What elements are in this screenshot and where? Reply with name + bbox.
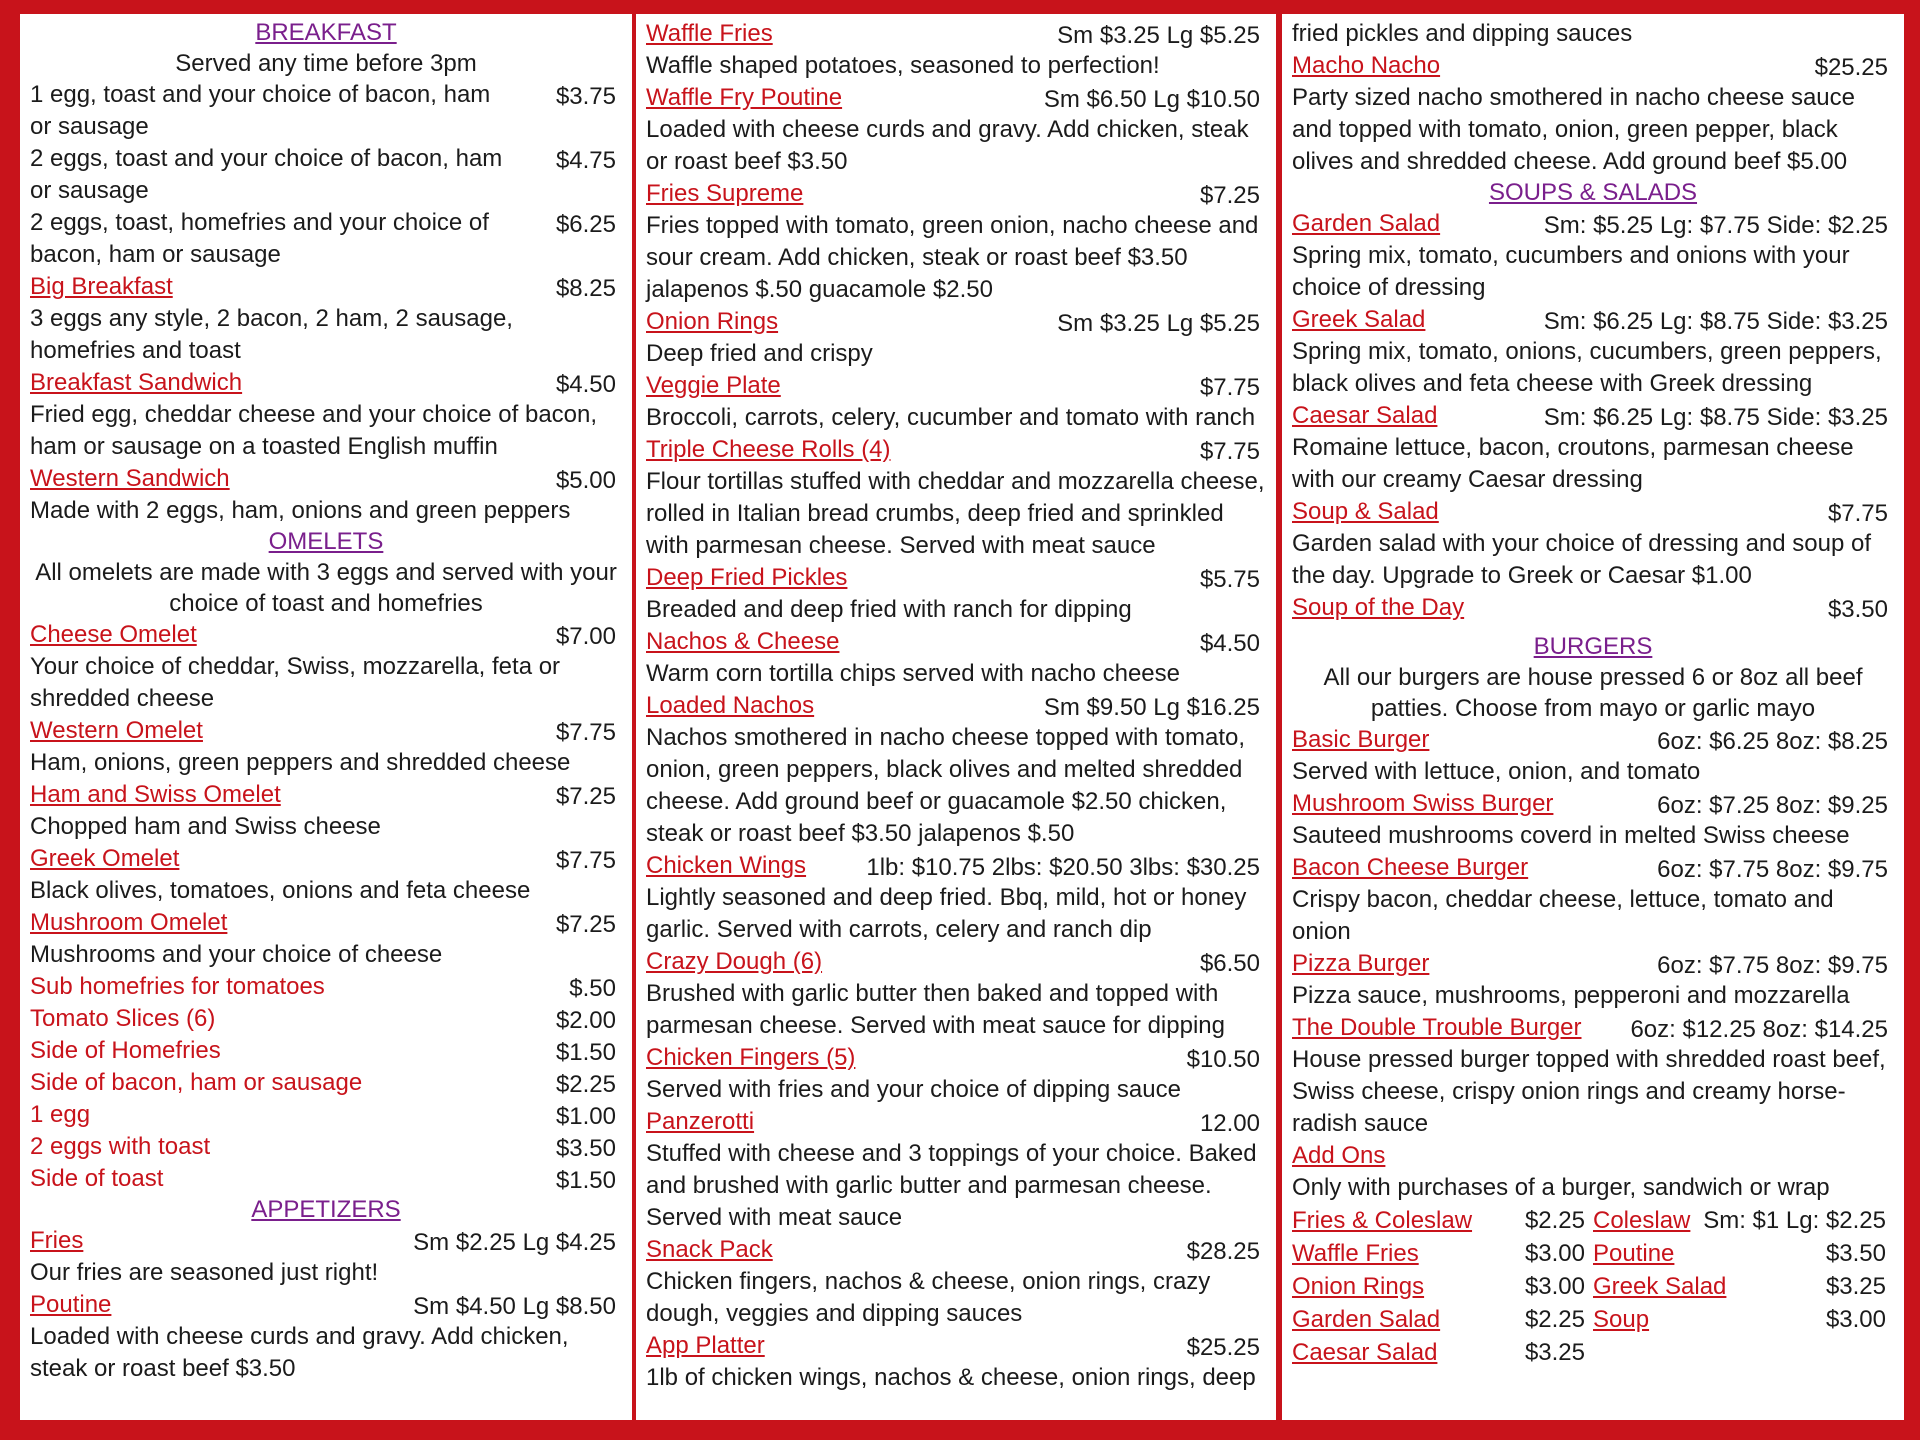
item-name: Fries Supreme bbox=[646, 180, 804, 207]
item-name: Veggie Plate bbox=[646, 372, 781, 399]
menu-item bbox=[30, 1289, 622, 1321]
item-price: $7.75 bbox=[555, 847, 616, 874]
item-description: Spring mix, tomato, cucumbers and onions with your choice of dressing bbox=[1292, 242, 1850, 301]
item-description: Black olives, tomatoes, onions and feta cheese bbox=[30, 877, 531, 904]
menu-item bbox=[30, 907, 622, 939]
menu-item bbox=[1292, 724, 1894, 756]
item-name: Poutine bbox=[30, 1291, 112, 1318]
addon-row bbox=[1292, 1303, 1894, 1336]
addon-price: $3.50 bbox=[1825, 1240, 1886, 1267]
addon-item bbox=[1292, 1237, 1593, 1270]
item-price: $7.25 bbox=[555, 911, 616, 938]
menu-item bbox=[646, 1330, 1266, 1362]
item-description: Breaded and deep fried with ranch for dipping bbox=[646, 596, 1132, 623]
item-price: $4.50 bbox=[1199, 630, 1260, 657]
item-price: 6oz: $6.25 8oz: $8.25 bbox=[1657, 728, 1888, 755]
item-name: Pizza Burger bbox=[1292, 950, 1430, 977]
menu-item bbox=[1292, 788, 1894, 820]
item-price: $4.75 bbox=[555, 147, 616, 174]
addon-item bbox=[1292, 1204, 1593, 1237]
addon-name: Onion Rings bbox=[1292, 1273, 1425, 1300]
addon-item bbox=[1292, 1270, 1593, 1303]
addon-row bbox=[1292, 1237, 1894, 1270]
menu-item bbox=[30, 619, 622, 651]
addons-subtitle: Only with purchases of a burger, sandwich or wrap bbox=[1292, 1174, 1830, 1201]
item-price: 6oz: $7.75 8oz: $9.75 bbox=[1657, 952, 1888, 979]
item-price: $8.25 bbox=[555, 275, 616, 302]
item-description: Party sized nacho smothered in nacho cheese sauce and topped with tomato, onion, green pepper, black olives and shredded cheese. Add ground beef $5.00 bbox=[1292, 84, 1856, 175]
addon-name: Fries & Coleslaw bbox=[1292, 1207, 1473, 1234]
menu-item bbox=[646, 434, 1266, 466]
item-description: Sauteed mushrooms coverd in melted Swiss cheese bbox=[1292, 822, 1850, 849]
item-description: Flour tortillas stuffed with cheddar and mozzarella cheese, rolled in Italian bread crumbs, deep fried and sprinkled with parmesan cheese. Served with meat sauce bbox=[646, 468, 1265, 559]
item-description: Nachos smothered in nacho cheese topped with tomato, onion, green peppers, black olives and melted shredded cheese. Add ground beef or guacamole $2.50 chicken, steak or roast beef $3.50 jalapenos $.50 bbox=[646, 724, 1246, 847]
side-item bbox=[30, 1131, 622, 1163]
item-description: Your choice of cheddar, Swiss, mozzarella, feta or shredded cheese bbox=[30, 653, 561, 712]
menu-item bbox=[1292, 948, 1894, 980]
item-description: Chopped ham and Swiss cheese bbox=[30, 813, 381, 840]
menu-item bbox=[1292, 50, 1894, 82]
item-description: Waffle shaped potatoes, seasoned to perfection! bbox=[646, 52, 1160, 79]
addon-price: $3.00 bbox=[1825, 1306, 1886, 1333]
item-description: House pressed burger topped with shredded roast beef, Swiss cheese, crispy onion rings and creamy horse-radish sauce bbox=[1292, 1046, 1886, 1137]
item-name: Western Omelet bbox=[30, 717, 203, 744]
addon-name: Soup bbox=[1593, 1306, 1650, 1333]
item-description: Loaded with cheese curds and gravy. Add chicken, steak or roast beef $3.50 bbox=[30, 1323, 569, 1382]
addon-item bbox=[1292, 1336, 1593, 1369]
item-price: Sm $9.50 Lg $16.25 bbox=[1043, 694, 1260, 721]
item-price: $10.50 bbox=[1186, 1046, 1260, 1073]
item-name: Loaded Nachos bbox=[646, 692, 815, 719]
item-description: Chicken fingers, nachos & cheese, onion rings, crazy dough, veggies and dipping sauces bbox=[646, 1268, 1211, 1327]
item-name: Chicken Wings bbox=[646, 852, 807, 879]
item-price: $6.25 bbox=[555, 211, 616, 238]
side-name: Tomato Slices (6) bbox=[30, 1005, 216, 1032]
item-name: Soup of the Day bbox=[1292, 594, 1465, 621]
item-price: Sm $2.25 Lg $4.25 bbox=[413, 1229, 616, 1256]
menu-item bbox=[646, 82, 1266, 114]
item-name: Macho Nacho bbox=[1292, 52, 1441, 79]
item-name: Greek Omelet bbox=[30, 845, 180, 872]
item-price: 1lb: $10.75 2lbs: $20.50 3lbs: $30.25 bbox=[866, 854, 1260, 881]
side-name: Side of bacon, ham or sausage bbox=[30, 1069, 363, 1096]
item-description: 1lb of chicken wings, nachos & cheese, onion rings, deep bbox=[646, 1364, 1256, 1391]
item-price: 12.00 bbox=[1199, 1110, 1260, 1137]
addon-price: Sm: $1 Lg: $2.25 bbox=[1703, 1207, 1886, 1234]
item-price: 6oz: $7.75 8oz: $9.75 bbox=[1657, 856, 1888, 883]
burgers-heading: BURGERS bbox=[1533, 633, 1653, 660]
item-description: Lightly seasoned and deep fried. Bbq, mild, hot or honey garlic. Served with carrots, celery and ranch dip bbox=[646, 884, 1247, 943]
item-price: $3.75 bbox=[555, 83, 616, 110]
side-name: 1 egg bbox=[30, 1101, 91, 1128]
item-name: Mushroom Omelet bbox=[30, 909, 228, 936]
addon-price: $3.25 bbox=[1825, 1273, 1886, 1300]
addon-row bbox=[1292, 1270, 1894, 1303]
item-description: Served with lettuce, onion, and tomato bbox=[1292, 758, 1701, 785]
addon-item bbox=[1593, 1270, 1894, 1303]
item-price: 6oz: $12.25 8oz: $14.25 bbox=[1630, 1016, 1888, 1043]
menu-item bbox=[30, 715, 622, 747]
menu-item bbox=[30, 79, 622, 143]
menu-item bbox=[30, 143, 622, 207]
item-name: App Platter bbox=[646, 1332, 765, 1359]
item-name: Breakfast Sandwich bbox=[30, 369, 243, 396]
item-price: $25.25 bbox=[1186, 1334, 1260, 1361]
menu-item bbox=[646, 1234, 1266, 1266]
item-description: Mushrooms and your choice of cheese bbox=[30, 941, 443, 968]
item-description: Brushed with garlic butter then baked and topped with parmesan cheese. Served with meat sauce for dipping bbox=[646, 980, 1225, 1039]
item-description: Romaine lettuce, bacon, croutons, parmesan cheese with our creamy Caesar dressing bbox=[1292, 434, 1854, 493]
addons-heading: Add Ons bbox=[1292, 1142, 1386, 1169]
item-price: $3.50 bbox=[1827, 596, 1888, 623]
menu-item bbox=[1292, 496, 1894, 528]
item-name: Ham and Swiss Omelet bbox=[30, 781, 281, 808]
item-name: Snack Pack bbox=[646, 1236, 773, 1263]
item-price: $6.50 bbox=[1199, 950, 1260, 977]
item-name: Triple Cheese Rolls (4) bbox=[646, 436, 891, 463]
soups-salads-heading: SOUPS & SALADS bbox=[1488, 179, 1698, 206]
item-price: $7.75 bbox=[1199, 374, 1260, 401]
item-price: $4.50 bbox=[555, 371, 616, 398]
item-price: $7.75 bbox=[555, 719, 616, 746]
menu-item bbox=[30, 207, 622, 271]
side-name: Side of toast bbox=[30, 1165, 164, 1192]
item-name: Chicken Fingers (5) bbox=[646, 1044, 856, 1071]
item-price: $25.25 bbox=[1814, 54, 1888, 81]
addons-heading-row bbox=[1292, 1140, 1894, 1172]
addon-price: $2.25 bbox=[1524, 1306, 1585, 1333]
side-name: 2 eggs with toast bbox=[30, 1133, 211, 1160]
item-name: Panzerotti bbox=[646, 1108, 755, 1135]
item-name: 2 eggs, toast and your choice of bacon, ham or sausage bbox=[30, 145, 503, 204]
menu-item bbox=[646, 690, 1266, 722]
item-description: Fries topped with tomato, green onion, nacho cheese and sour cream. Add chicken, steak or roast beef $3.50 jalapenos $.50 guacamole $2.50 bbox=[646, 212, 1259, 303]
side-price: $1.00 bbox=[555, 1103, 616, 1130]
addon-item bbox=[1593, 1303, 1894, 1336]
addon-item-empty bbox=[1593, 1336, 1894, 1369]
item-name: Waffle Fries bbox=[646, 20, 773, 47]
item-name: Crazy Dough (6) bbox=[646, 948, 823, 975]
addon-item bbox=[1593, 1204, 1894, 1237]
breakfast-heading: BREAKFAST bbox=[255, 19, 397, 46]
addon-name: Garden Salad bbox=[1292, 1306, 1441, 1333]
addon-price: $3.00 bbox=[1524, 1240, 1585, 1267]
side-name: Sub homefries for tomatoes bbox=[30, 973, 325, 1000]
menu-column-2 bbox=[636, 14, 1276, 1420]
item-name: Greek Salad bbox=[1292, 306, 1426, 333]
item-price: Sm $3.25 Lg $5.25 bbox=[1057, 310, 1260, 337]
side-price: $3.50 bbox=[555, 1135, 616, 1162]
item-price: Sm: $6.25 Lg: $8.75 Side: $3.25 bbox=[1543, 404, 1888, 431]
menu-item bbox=[646, 178, 1266, 210]
item-price: $7.00 bbox=[555, 623, 616, 650]
menu-item bbox=[30, 843, 622, 875]
side-name: Side of Homefries bbox=[30, 1037, 221, 1064]
item-price: Sm $3.25 Lg $5.25 bbox=[1057, 22, 1260, 49]
menu-item bbox=[646, 306, 1266, 338]
addon-price: $3.25 bbox=[1524, 1339, 1585, 1366]
item-description: Spring mix, tomato, onions, cucumbers, green peppers, black olives and feta cheese with Greek dressing bbox=[1292, 338, 1882, 397]
menu-item bbox=[646, 370, 1266, 402]
item-name: Cheese Omelet bbox=[30, 621, 197, 648]
side-price: $1.50 bbox=[555, 1167, 616, 1194]
item-description: Served with fries and your choice of dipping sauce bbox=[646, 1076, 1181, 1103]
side-item bbox=[30, 1099, 622, 1131]
item-price: $7.25 bbox=[555, 783, 616, 810]
item-description-continued: fried pickles and dipping sauces bbox=[1292, 20, 1633, 47]
addon-item bbox=[1593, 1237, 1894, 1270]
side-price: $2.00 bbox=[555, 1007, 616, 1034]
menu-item bbox=[30, 367, 622, 399]
item-description: Fried egg, cheddar cheese and your choice of bacon, ham or sausage on a toasted English muffin bbox=[30, 401, 598, 460]
side-price: $.50 bbox=[569, 975, 616, 1002]
item-price: Sm: $5.25 Lg: $7.75 Side: $2.25 bbox=[1543, 212, 1888, 239]
menu-item bbox=[646, 946, 1266, 978]
item-name: Bacon Cheese Burger bbox=[1292, 854, 1529, 881]
item-name: Onion Rings bbox=[646, 308, 779, 335]
menu-item bbox=[646, 850, 1266, 882]
spacer bbox=[1292, 624, 1894, 632]
item-name: 2 eggs, toast, homefries and your choice of bacon, ham or sausage bbox=[30, 209, 489, 268]
addon-name: Poutine bbox=[1593, 1240, 1675, 1267]
menu-item bbox=[30, 271, 622, 303]
item-price: Sm: $6.25 Lg: $8.75 Side: $3.25 bbox=[1543, 308, 1888, 335]
addon-name: Greek Salad bbox=[1593, 1273, 1727, 1300]
menu-item bbox=[646, 1106, 1266, 1138]
side-item bbox=[30, 1035, 622, 1067]
item-price: $28.25 bbox=[1186, 1238, 1260, 1265]
addon-name: Caesar Salad bbox=[1292, 1339, 1438, 1366]
item-description: Warm corn tortilla chips served with nacho cheese bbox=[646, 660, 1180, 687]
addon-row bbox=[1292, 1204, 1894, 1237]
item-description: Pizza sauce, mushrooms, pepperoni and mozzarella bbox=[1292, 982, 1850, 1009]
menu-item bbox=[30, 779, 622, 811]
side-price: $1.50 bbox=[555, 1039, 616, 1066]
burgers-subtitle: All our burgers are house pressed 6 or 8oz all beef patties. Choose from mayo or garlic mayo bbox=[1323, 664, 1863, 722]
item-description: Deep fried and crispy bbox=[646, 340, 873, 367]
item-name: Big Breakfast bbox=[30, 273, 173, 300]
item-name: Soup & Salad bbox=[1292, 498, 1439, 525]
menu-item bbox=[1292, 208, 1894, 240]
menu-column-3 bbox=[1282, 14, 1904, 1420]
item-description: Made with 2 eggs, ham, onions and green peppers bbox=[30, 497, 571, 524]
item-name: Fries bbox=[30, 1227, 84, 1254]
omelets-heading: OMELETS bbox=[268, 528, 384, 555]
menu-column-1 bbox=[20, 14, 632, 1420]
item-name: Nachos & Cheese bbox=[646, 628, 840, 655]
menu-item bbox=[646, 562, 1266, 594]
item-name: Waffle Fry Poutine bbox=[646, 84, 843, 111]
side-item bbox=[30, 971, 622, 1003]
appetizers-heading: APPETIZERS bbox=[251, 1196, 401, 1223]
menu-item bbox=[1292, 852, 1894, 884]
side-item bbox=[30, 1163, 622, 1195]
addon-item bbox=[1292, 1303, 1593, 1336]
item-description: Broccoli, carrots, celery, cucumber and tomato with ranch bbox=[646, 404, 1256, 431]
addon-price: $3.00 bbox=[1524, 1273, 1585, 1300]
item-description: Crispy bacon, cheddar cheese, lettuce, tomato and onion bbox=[1292, 886, 1834, 945]
breakfast-subtitle: Served any time before 3pm bbox=[175, 50, 477, 77]
menu-item bbox=[1292, 400, 1894, 432]
item-description: Ham, onions, green peppers and shredded cheese bbox=[30, 749, 571, 776]
item-description: Loaded with cheese curds and gravy. Add chicken, steak or roast beef $3.50 bbox=[646, 116, 1249, 175]
item-name: Caesar Salad bbox=[1292, 402, 1438, 429]
item-name: Western Sandwich bbox=[30, 465, 230, 492]
item-price: Sm $6.50 Lg $10.50 bbox=[1043, 86, 1260, 113]
item-name: 1 egg, toast and your choice of bacon, ham or sausage bbox=[30, 81, 491, 140]
menu-item bbox=[646, 626, 1266, 658]
menu-item bbox=[30, 463, 622, 495]
menu-item bbox=[646, 18, 1266, 50]
side-item bbox=[30, 1003, 622, 1035]
item-price: $5.00 bbox=[555, 467, 616, 494]
item-description: Our fries are seasoned just right! bbox=[30, 1259, 379, 1286]
item-price: $7.75 bbox=[1199, 438, 1260, 465]
item-price: 6oz: $7.25 8oz: $9.25 bbox=[1657, 792, 1888, 819]
addon-row bbox=[1292, 1336, 1894, 1369]
item-price: $7.25 bbox=[1199, 182, 1260, 209]
item-price: Sm $4.50 Lg $8.50 bbox=[413, 1293, 616, 1320]
item-description: Stuffed with cheese and 3 toppings of your choice. Baked and brushed with garlic butter and parmesan cheese. Served with meat sauce bbox=[646, 1140, 1257, 1231]
menu-item bbox=[646, 1042, 1266, 1074]
item-name: Deep Fried Pickles bbox=[646, 564, 848, 591]
addon-name: Waffle Fries bbox=[1292, 1240, 1419, 1267]
addon-price: $2.25 bbox=[1524, 1207, 1585, 1234]
item-price: $5.75 bbox=[1199, 566, 1260, 593]
item-price: $7.75 bbox=[1827, 500, 1888, 527]
addon-name: Coleslaw bbox=[1593, 1207, 1691, 1234]
side-item bbox=[30, 1067, 622, 1099]
item-name: Garden Salad bbox=[1292, 210, 1441, 237]
item-name: Basic Burger bbox=[1292, 726, 1430, 753]
menu-item bbox=[1292, 304, 1894, 336]
item-name: The Double Trouble Burger bbox=[1292, 1014, 1582, 1041]
menu-item bbox=[1292, 592, 1894, 624]
item-description: Garden salad with your choice of dressing and soup of the day. Upgrade to Greek or Caesar $1.00 bbox=[1292, 530, 1872, 589]
item-description: 3 eggs any style, 2 bacon, 2 ham, 2 sausage, homefries and toast bbox=[30, 305, 513, 364]
menu-item bbox=[1292, 1012, 1894, 1044]
menu-item bbox=[30, 1225, 622, 1257]
side-price: $2.25 bbox=[555, 1071, 616, 1098]
item-name: Mushroom Swiss Burger bbox=[1292, 790, 1554, 817]
omelets-subtitle: All omelets are made with 3 eggs and served with your choice of toast and homefries bbox=[35, 559, 617, 617]
